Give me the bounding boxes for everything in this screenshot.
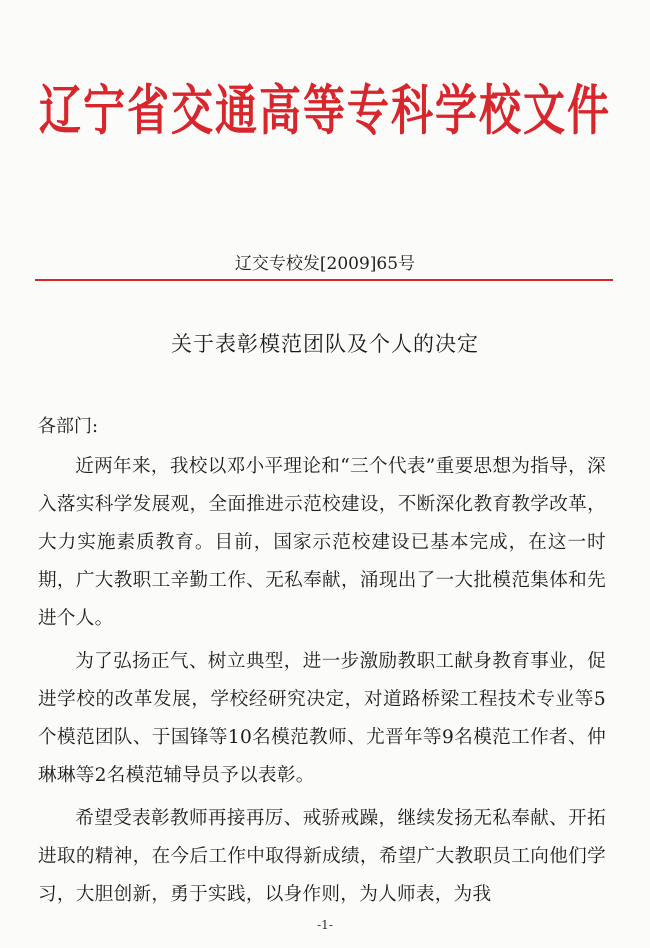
- red-header-rule: [35, 279, 613, 281]
- salutation: 各部门:: [38, 416, 99, 437]
- page-number: -1-: [317, 918, 333, 932]
- body-paragraph: 近两年来，我校以邓小平理论和“三个代表”重要思想为指导，深入落实科学发展观，全面推进示范校建设，不断深化教育教学改革，大力实施素质教育。目前，国家示范校建设已基本完成，在这一时期，广大教职工辛勤工作、无私奉献，涌现出了一大批模范集体和先进个人。: [38, 456, 606, 629]
- document-title: 关于表彰模范团队及个人的决定: [171, 332, 479, 356]
- body-paragraph: 为了弘扬正气、树立典型，进一步激励教职工献身教育事业，促进学校的改革发展，学校经研究决定，对道路桥梁工程技术专业等5个模范团队、于国锋等10名模范教师、尤晋年等9名模范工作者、仲琳琳等2名模范辅导员予以表彰。: [38, 651, 606, 786]
- document-header-title: 辽宁省交通高等专科学校文件: [38, 79, 611, 142]
- document-body: [38, 448, 606, 919]
- document-number: 辽交专校发[2009]65号: [234, 254, 416, 274]
- body-paragraph: 希望受表彰教师再接再厉、戒骄戒躁，继续发扬无私奉献、开拓进取的精神，在今后工作中取得新成绩，希望广大教职员工向他们学习，大胆创新，勇于实践，以身作则，为人师表，为我: [38, 808, 606, 905]
